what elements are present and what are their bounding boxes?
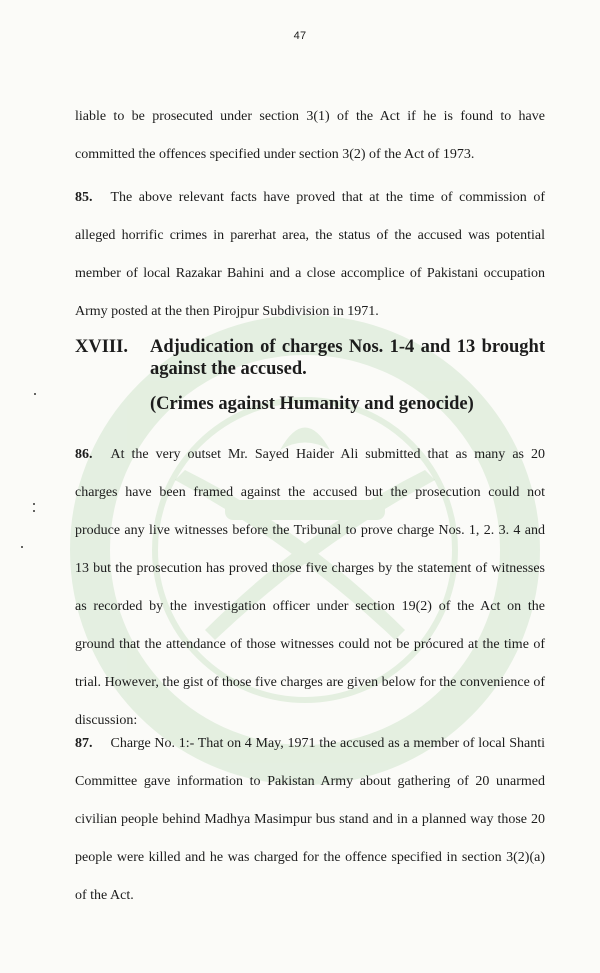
intro-paragraph: [75, 98, 545, 174]
paragraph-86: [75, 436, 545, 740]
paragraph-87: [75, 725, 545, 915]
paragraph-86-text: At the very outset Mr. Sayed Haider Ali submitted that as many as 20 charges have been framed against the accused but the prosecution could not produce any live witnesses before the Tribunal to prove charge Nos. 1, 2. 3. 4 and 13 but the prosecution has proved those five charges by the statement of witnesses as recorded by the investigation officer under section 19(2) of the Act on the ground that the attendance of those witnesses could not be prócured at the time of trial. However, the gist of those five charges are given below for the convenience of discussion:: [75, 447, 545, 728]
scan-speck: [21, 546, 23, 548]
paragraph-85-text: The above relevant facts have proved that at the time of commission of alleged horrific crimes in parerhat area, the status of the accused was potential member of local Razakar Bahini and a close accomplice of Pakistani occupation Army posted at the then Pirojpur Subdivision in 1971.: [75, 190, 545, 319]
paragraph-87-number: 87.: [75, 736, 93, 751]
scan-speck: [34, 393, 36, 395]
scan-speck: [33, 503, 35, 505]
scan-speck: [33, 510, 35, 512]
section-roman-numeral: XVIII.: [75, 337, 128, 357]
paragraph-87-text: Charge No. 1:- That on 4 May, 1971 the accused as a member of local Shanti Committee gave information to Pakistan Army about gathering of 20 unarmed civilian people behind Madhya Masimpur bus stand and in a planned way those 20 people were killed and he was charged for the offence specified in section 3(2)(a) of the Act.: [75, 736, 545, 903]
page-number: 47: [293, 30, 307, 42]
paragraph-85-number: 85.: [75, 190, 93, 205]
intro-text: liable to be prosecuted under section 3(1) of the Act if he is found to have committed the offences specified under section 3(2) of the Act of 1973.: [75, 109, 545, 162]
section-title: Adjudication of charges Nos. 1-4 and 13 brought against the accused.: [150, 337, 545, 379]
paragraph-85: [75, 179, 545, 331]
paragraph-86-number: 86.: [75, 447, 93, 462]
section-subtitle: (Crimes against Humanity and genocide): [150, 394, 474, 414]
section-heading: [75, 336, 550, 379]
